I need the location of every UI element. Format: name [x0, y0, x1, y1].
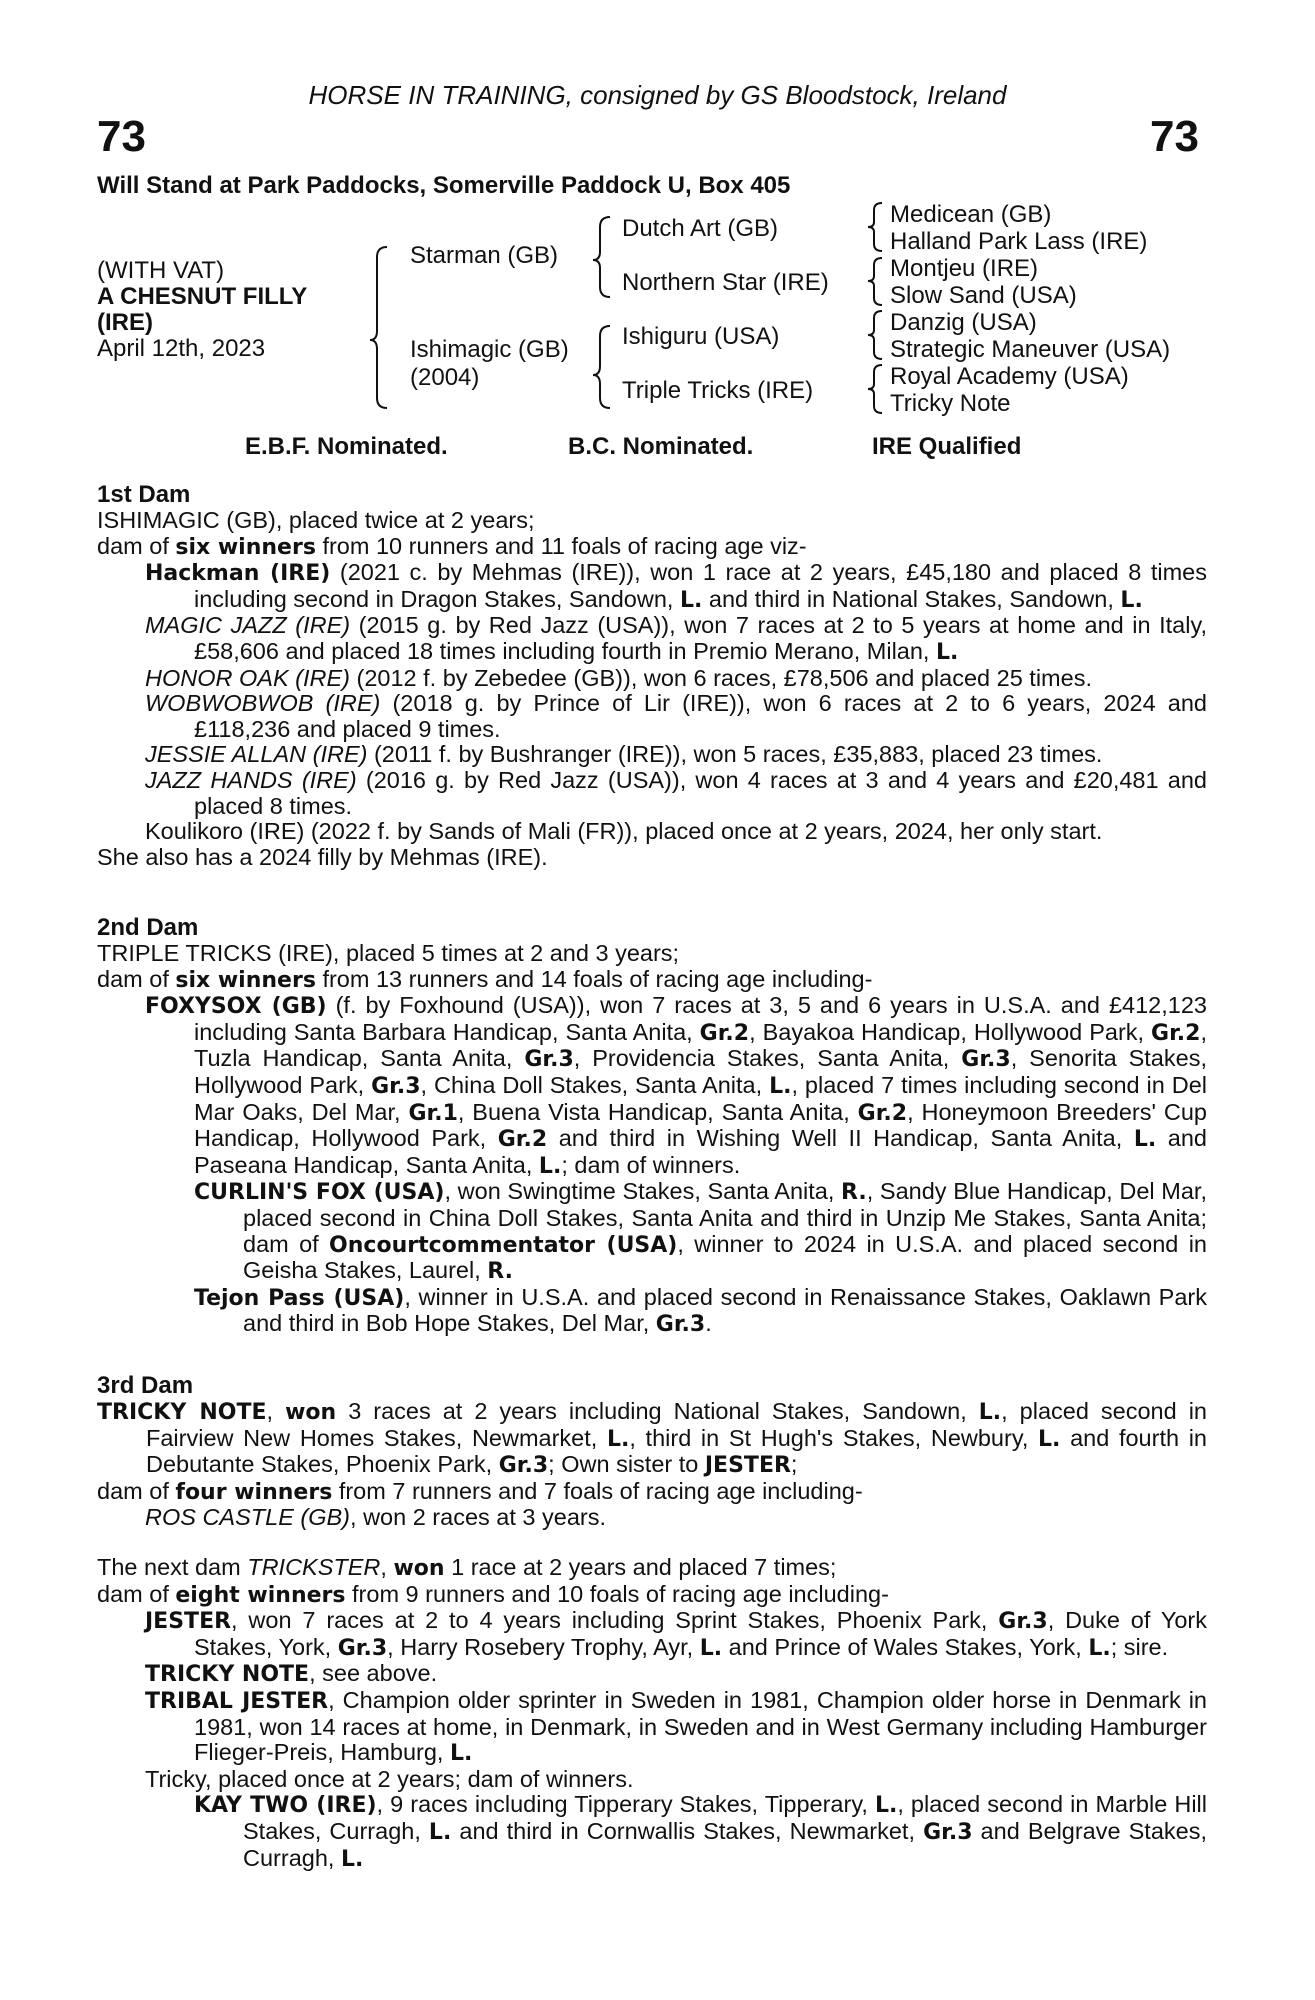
second-dam-section [97, 915, 1207, 1338]
third-dam-produce: dam of four winners from 7 runners and 7 foals of racing age including- [97, 1477, 863, 1505]
venue-line: Will Stand at Park Paddocks, Somerville Paddock U, Box 405 [97, 172, 791, 199]
ancestor-5: Danzig (USA) [890, 309, 1037, 336]
bracket-dam [593, 326, 610, 408]
dam-name: Ishimagic (GB) [410, 336, 569, 363]
bracket-northern-star [868, 258, 882, 305]
fourth-dam-section [97, 1555, 1207, 1872]
produce-kay-two: KAY TWO (IRE), 9 races including Tipperary Stakes, Tipperary, L., placed second in Marble Hill Stakes, Curragh, L. and third in Cornwallis Stakes, Newmarket, Gr.3 and Belgrave Stakes, Curragh, L. [194, 1791, 1208, 1872]
ancestor-4: Slow Sand (USA) [890, 282, 1077, 309]
dam-year: (2004) [410, 364, 480, 391]
ancestor-8: Tricky Note [890, 390, 1011, 417]
ebf-nomination: E.B.F. Nominated. [245, 433, 448, 460]
bracket-ishiguru [868, 311, 882, 359]
produce-jazz-hands: JAZZ HANDS (IRE) (2016 g. by Red Jazz (USA)), won 4 races at 3 and 4 years and £20,481 and placed 8 times. [145, 766, 1207, 819]
first-dam-line: ISHIMAGIC (GB), placed twice at 2 years; [97, 507, 535, 533]
ancestor-6: Strategic Maneuver (USA) [890, 336, 1171, 363]
second-dam-heading: 2nd Dam [97, 914, 199, 941]
bc-nomination: B.C. Nominated. [568, 433, 754, 460]
dam-dam: Triple Tricks (IRE) [622, 377, 814, 404]
sire-dam: Northern Star (IRE) [622, 269, 829, 296]
foaling-date: April 12th, 2023 [97, 335, 266, 362]
dam-sire: Ishiguru (USA) [622, 323, 780, 350]
produce-magic-jazz: MAGIC JAZZ (IRE) (2015 g. by Red Jazz (USA)), won 7 races at 2 to 5 years at home and in Italy, £58,606 and placed 18 times including fourth in Premio Merano, Milan, L. [145, 612, 1208, 665]
catalogue-header: HORSE IN TRAINING, consigned by GS Bloodstock, Ireland [308, 80, 1007, 110]
third-dam-section [97, 1373, 1207, 1531]
ancestor-3: Montjeu (IRE) [890, 255, 1039, 282]
ancestor-2: Halland Park Lass (IRE) [890, 228, 1148, 255]
produce-tribal-jester: TRIBAL JESTER, Champion older sprinter in Sweden in 1981, Champion older horse in Denmark in 1981, won 14 races at home, in Denmark, in Sweden and in West Germany including Hamburger Flieger-Preis, Hamburg, L. [145, 1686, 1207, 1767]
produce-tejon-pass: Tejon Pass (USA), winner in U.S.A. and placed second in Renaissance Stakes, Oaklawn Park and third in Bob Hope Stakes, Del Mar, Gr.3. [194, 1283, 1207, 1338]
lot-title-country: (IRE) [97, 309, 153, 336]
sire-name: Starman (GB) [410, 242, 559, 269]
fourth-dam-produce: dam of eight winners from 9 runners and 10 foals of racing age including- [97, 1580, 889, 1608]
bracket-sire [593, 217, 610, 297]
vat-note: (WITH VAT) [97, 257, 225, 284]
first-dam-heading: 1st Dam [97, 481, 191, 508]
ancestor-1: Medicean (GB) [890, 201, 1052, 228]
lot-number-left: 73 [97, 112, 146, 161]
ire-qualified: IRE Qualified [872, 433, 1022, 460]
lot-title: A CHESNUT FILLY [97, 283, 308, 310]
produce-2024-filly: She also has a 2024 filly by Mehmas (IRE). [97, 843, 548, 870]
produce-hackman: Hackman (IRE) (2021 c. by Mehmas (IRE)), won 1 race at 2 years, £45,180 and placed 8 times including second in Dragon Stakes, Sandown, L. and third in National Stakes, Sandown, L. [145, 559, 1207, 613]
ancestor-7: Royal Academy (USA) [890, 363, 1129, 390]
produce-curlins-fox: CURLIN'S FOX (USA), won Swingtime Stakes, Santa Anita, R., Sandy Blue Handicap, Del Mar, placed second in China Doll Stakes, Santa Anita and third in Unzip Me Stakes, Santa Anita; dam of Oncourtcommentator (USA), winner to 2024 in U.S.A. and placed second in Geisha Stakes, Laurel, R. [194, 1178, 1208, 1285]
produce-koulikoro: Koulikoro (IRE) (2022 f. by Sands of Mali (FR)), placed once at 2 years, 2024, her only start. [145, 818, 1103, 845]
produce-foxysox: FOXYSOX (GB) (f. by Foxhound (USA)), won 7 races at 3, 5 and 6 years in U.S.A. and £412,123 including Santa Barbara Handicap, Santa Anita, Gr.2, Bayakoa Handicap, Hollywood Park, Gr.2, Tuzla Handicap, Santa Anita, Gr.3, Providencia Stakes, Santa Anita, Gr.3, Senorita Stakes, Hollywood Park, Gr.3, China Doll Stakes, Santa Anita, L., placed 7 times including second in Del Mar Oaks, Del Mar, Gr.1, Buena Vista Handicap, Santa Anita, Gr.2, Honeymoon Breeders' Cup Handicap, Hollywood Park, Gr.2 and third in Wishing Well II Handicap, Santa Anita, L. and Paseana Handicap, Santa Anita, L.; dam of winners. [145, 992, 1207, 1179]
second-dam-line: TRIPLE TRICKS (IRE), placed 5 times at 2 and 3 years; [97, 940, 680, 966]
sire-sire: Dutch Art (GB) [622, 215, 779, 242]
lot-number-right: 73 [1150, 112, 1199, 161]
fourth-dam-line: The next dam TRICKSTER, won 1 race at 2 years and placed 7 times; [97, 1554, 837, 1581]
produce-ros-castle: ROS CASTLE (GB), won 2 races at 3 years. [145, 1504, 607, 1531]
produce-tricky: Tricky, placed once at 2 years; dam of winners. [145, 1765, 634, 1792]
bracket-dutch-art [868, 203, 882, 251]
produce-tricky-note: TRICKY NOTE, see above. [145, 1660, 438, 1688]
produce-wobwobwob: WOBWOBWOB (IRE) (2018 g. by Prince of Lir (IRE)), won 6 races at 2 to 6 years, 2024 and £118,236 and placed 9 times. [145, 690, 1207, 742]
first-dam-section [97, 482, 1207, 870]
bracket-triple-tricks [868, 365, 882, 413]
bracket-gen1 [370, 247, 387, 408]
produce-jester: JESTER, won 7 races at 2 to 4 years including Sprint Stakes, Phoenix Park, Gr.3, Duke of York Stakes, York, Gr.3, Harry Rosebery Trophy, Ayr, L. and Prince of Wales Stakes, York, L.; sire. [145, 1607, 1207, 1661]
produce-jessie-allan: JESSIE ALLAN (IRE) (2011 f. by Bushranger (IRE)), won 5 races, £35,883, placed 23 times. [145, 741, 1103, 768]
third-dam-line: TRICKY NOTE, won 3 races at 2 years including National Stakes, Sandown, L., placed second in Fairview New Homes Stakes, Newmarket, L., third in St Hugh's Stakes, Newbury, L. and fourth in Debutante Stakes, Phoenix Park, Gr.3; Own sister to JESTER; [97, 1398, 1207, 1479]
produce-honor-oak: HONOR OAK (IRE) (2012 f. by Zebedee (GB)), won 6 races, £78,506 and placed 25 times. [145, 664, 1092, 691]
third-dam-heading: 3rd Dam [97, 1372, 194, 1399]
second-dam-produce: dam of six winners from 13 runners and 14 foals of racing age including- [97, 965, 873, 993]
first-dam-produce: dam of six winners from 10 runners and 11 foals of racing age viz- [97, 532, 807, 560]
